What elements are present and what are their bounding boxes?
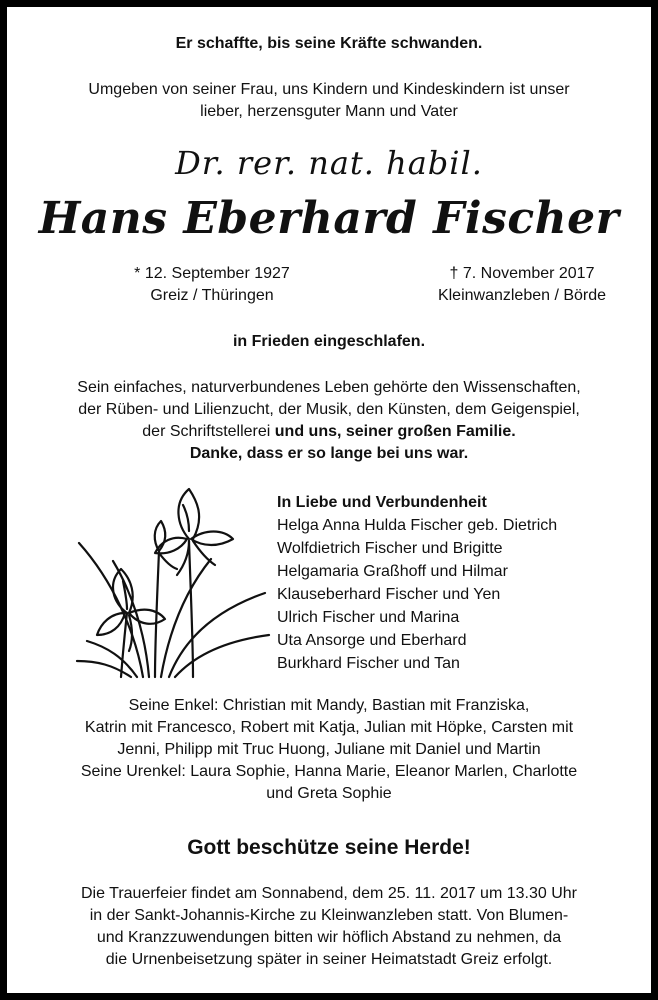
intro-line: Umgeben von seiner Frau, uns Kindern und Kindeskindern ist unser bbox=[88, 81, 570, 98]
birth-date: * 12. September 1927 bbox=[134, 265, 290, 282]
life-line-bold: und uns, seiner großen Familie. bbox=[274, 423, 516, 440]
motto: Er schaffte, bis seine Kräfte schwanden. bbox=[175, 35, 483, 52]
family-member: Klauseberhard Fischer und Yen bbox=[277, 586, 501, 603]
funeral-line: in der Sankt-Johannis-Kirche zu Kleinwanzleben statt. Von Blumen- bbox=[89, 907, 569, 924]
funeral-line: Die Trauerfeier findet am Sonnabend, dem 25. 11. 2017 um 13.30 Uhr bbox=[80, 885, 577, 902]
grandchildren-line: und Greta Sophie bbox=[266, 785, 392, 802]
thanks-line: Danke, dass er so lange bei uns war. bbox=[189, 445, 469, 462]
grandchildren-text bbox=[21, 695, 637, 805]
life-paragraph bbox=[21, 377, 637, 465]
birth-place: Greiz / Thüringen bbox=[150, 287, 274, 304]
iris-flower-icon bbox=[73, 481, 273, 681]
funeral-line: und Kranzzuwendungen bitten wir höflich Abstand zu nehmen, da bbox=[96, 929, 562, 946]
peace-statement: in Frieden eingeschlafen. bbox=[232, 333, 426, 350]
family-member: Wolfdietrich Fischer und Brigitte bbox=[277, 540, 503, 557]
intro-text bbox=[27, 79, 631, 123]
death-place: Kleinwanzleben / Börde bbox=[437, 287, 607, 304]
grandchildren-line: Seine Urenkel: Laura Sophie, Hanna Marie, Eleanor Marlen, Charlotte bbox=[80, 763, 578, 780]
grandchildren-line: Katrin mit Francesco, Robert mit Katja, Julian mit Höpke, Carsten mit bbox=[84, 719, 574, 736]
family-member: Helga Anna Hulda Fischer geb. Dietrich bbox=[277, 517, 558, 534]
family-member: Burkhard Fischer und Tan bbox=[277, 655, 460, 672]
life-line: der Rüben- und Lilienzucht, der Musik, den Künsten, dem Geigenspiel, bbox=[78, 401, 580, 418]
life-line bbox=[21, 421, 637, 443]
intro-line: lieber, herzensguter Mann und Vater bbox=[200, 103, 458, 120]
family-member: Ulrich Fischer und Marina bbox=[277, 609, 460, 626]
funeral-line: die Urnenbeisetzung später in seiner Heimatstadt Greiz erfolgt. bbox=[105, 951, 553, 968]
funeral-info bbox=[27, 883, 631, 971]
deceased-name: Hans Eberhard Fischer bbox=[38, 193, 620, 244]
death-date: † 7. November 2017 bbox=[449, 265, 595, 282]
grandchildren-line: Seine Enkel: Christian mit Mandy, Bastian mit Franziska, bbox=[128, 697, 530, 714]
death-info bbox=[412, 263, 632, 307]
life-line: Sein einfaches, naturverbundenes Leben gehörte den Wissenschaften, bbox=[77, 379, 581, 396]
grandchildren-line: Jenni, Philipp mit Truc Huong, Juliane mit Daniel und Martin bbox=[117, 741, 541, 758]
life-line-plain: der Schriftstellerei bbox=[142, 423, 275, 440]
family-heading: In Liebe und Verbundenheit bbox=[277, 494, 487, 511]
birth-info bbox=[107, 263, 317, 307]
family-member: Helgamaria Graßhoff und Hilmar bbox=[277, 563, 508, 580]
blessing: Gott beschütze seine Herde! bbox=[187, 836, 471, 859]
family-member: Uta Ansorge und Eberhard bbox=[277, 632, 467, 649]
family-list bbox=[277, 491, 557, 675]
academic-title: Dr. rer. nat. habil. bbox=[175, 144, 483, 182]
